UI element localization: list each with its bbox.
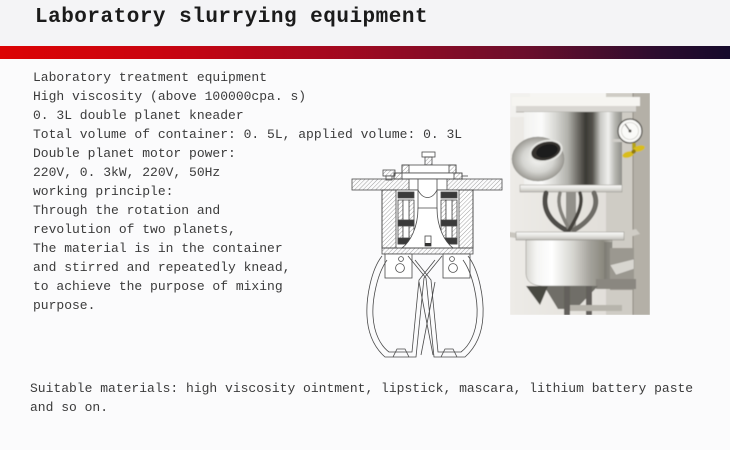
- spec-line: Double planet motor power:: [33, 146, 236, 161]
- spec-line: purpose.: [33, 298, 96, 313]
- spec-text-block: [33, 68, 463, 315]
- kneader-cross-section-icon: [345, 148, 505, 368]
- spec-line: revolution of two planets,: [33, 222, 236, 237]
- spec-line: to achieve the purpose of mixing: [33, 279, 283, 294]
- title-divider-bar: [0, 46, 730, 59]
- page-title: Laboratory slurrying equipment: [35, 6, 429, 29]
- spec-line: Through the rotation and: [33, 203, 221, 218]
- kneader-diagram-figure: [345, 148, 505, 368]
- spec-line: 220V, 0. 3kW, 220V, 50Hz: [33, 165, 221, 180]
- spec-line: 0. 3L double planet kneader: [33, 108, 244, 123]
- spec-line: The material is in the container: [33, 241, 283, 256]
- spec-line: working principle:: [33, 184, 174, 199]
- mixer-photo-icon: [510, 93, 650, 315]
- suitable-materials-line: Suitable materials: high viscosity ointment, lipstick, mascara, lithium battery paste: [30, 381, 694, 396]
- spec-line: Laboratory treatment equipment: [33, 70, 268, 85]
- suitable-materials-line: and so on.: [30, 400, 109, 415]
- suitable-materials-block: [30, 379, 720, 417]
- spec-line: Total volume of container: 0. 5L, applied volume: 0. 3L: [33, 127, 463, 142]
- spec-line: High viscosity (above 100000cpa. s): [33, 89, 307, 104]
- spec-line: and stirred and repeatedly knead,: [33, 260, 291, 275]
- mixer-photo-figure: [510, 93, 650, 315]
